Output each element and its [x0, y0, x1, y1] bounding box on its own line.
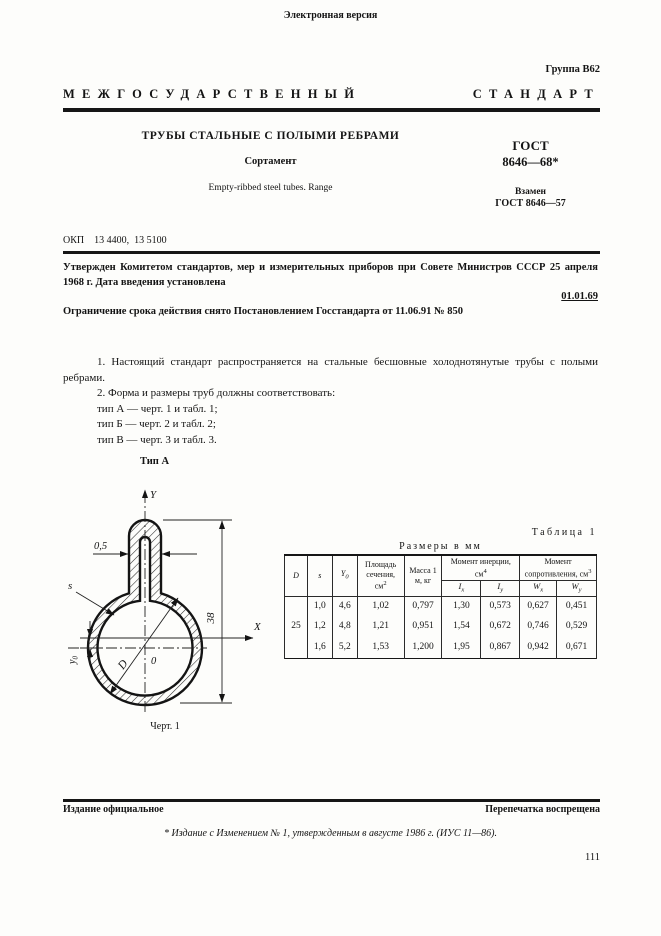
- table-row: [285, 638, 597, 659]
- cell-s: 1,2: [307, 617, 332, 638]
- cell-y0: 4,6: [332, 596, 357, 617]
- header-rule: [63, 108, 600, 112]
- cell-wy: 0,671: [557, 638, 597, 659]
- cell-iy: 0,672: [481, 617, 520, 638]
- gost-designation-block: [463, 138, 598, 209]
- tube-cross-section-drawing: [60, 478, 270, 734]
- col-header-resistance: Момент сопротивления, $см^3$: [520, 555, 597, 580]
- type-b-reference: тип Б — черт. 2 и табл. 2;: [97, 418, 216, 430]
- body-text: [63, 355, 598, 448]
- standard-kind-word2: СТАНДАРТ: [472, 87, 600, 101]
- cell-wx: 0,627: [520, 596, 557, 617]
- figure-drawing: [60, 478, 270, 734]
- cell-s: 1,6: [307, 638, 332, 659]
- introduction-date: 01.01.69: [561, 291, 598, 302]
- col-header-wx: $W_x$: [520, 580, 557, 596]
- document-title-english: Empty-ribbed steel tubes. Range: [208, 183, 333, 193]
- table-units-label: Размеры в мм: [399, 541, 482, 552]
- table-label: Таблица 1: [531, 527, 597, 538]
- cell-wx: 0,746: [520, 617, 557, 638]
- table-row: [285, 596, 597, 617]
- table-row: [285, 617, 597, 638]
- type-v-reference: тип В — черт. 3 и табл. 3.: [97, 433, 217, 446]
- cell-y0: 4,8: [332, 617, 357, 638]
- col-header-mass: Масса 1 м, кг: [404, 555, 442, 596]
- title-block: [63, 130, 478, 193]
- group-code: Группа В62: [545, 64, 600, 75]
- col-header-iy: $I_y$: [481, 580, 520, 596]
- cell-ix: 1,54: [442, 617, 481, 638]
- figure-height-label: 38: [205, 612, 217, 624]
- cell-mass: 0,951: [404, 617, 442, 638]
- cell-mass: 1,200: [404, 638, 442, 659]
- replaces-number: ГОСТ 8646—57: [495, 198, 566, 209]
- amendment-note: * Издание с Изменением № 1, утвержденным в августе 1986 г. (ИУС 11—86).: [164, 828, 497, 839]
- cell-wx: 0,942: [520, 638, 557, 659]
- figure-origin-label: 0: [151, 656, 157, 667]
- dimensions-table: [284, 554, 597, 659]
- standard-kind-heading: [63, 87, 600, 102]
- cell-wy: 0,529: [557, 617, 597, 638]
- figure-caption: Черт. 1: [150, 721, 180, 732]
- document-subtitle: Сортамент: [244, 156, 297, 167]
- cell-iy: 0,573: [481, 596, 520, 617]
- figure-stem-width-label: 0,5: [94, 541, 108, 552]
- gost-number: 8646—68*: [502, 155, 559, 169]
- col-header-y0: $Y_0$: [332, 555, 357, 596]
- figure-axis-x-label: X: [254, 621, 261, 633]
- cell-ix: 1,30: [442, 596, 481, 617]
- gost-label: ГОСТ: [512, 138, 549, 153]
- cell-area: 1,02: [357, 596, 404, 617]
- watermark: Электронная версия: [283, 10, 378, 21]
- approval-text: Утвержден Комитетом стандартов, мер и измерительных приборов при Совете Министров СССР 25 апреля 1968 г. Дата введения установлена: [63, 262, 598, 288]
- official-edition-label: Издание официальное: [63, 804, 164, 815]
- okp-codes: ОКП 13 4400, 13 5100: [63, 235, 167, 246]
- col-header-d: D: [285, 555, 308, 596]
- cell-iy: 0,867: [481, 638, 520, 659]
- cell-y0: 5,2: [332, 638, 357, 659]
- paragraph-2: 2. Форма и размеры труб должны соответствовать:: [97, 387, 336, 399]
- cell-mass: 0,797: [404, 596, 442, 617]
- replaces-label: Взамен: [514, 187, 547, 197]
- col-header-s: s: [307, 555, 332, 596]
- footer-rule: [63, 799, 600, 802]
- standard-kind-word1: МЕЖГОСУДАРСТВЕННЫЙ: [63, 87, 362, 101]
- diameter-line: [110, 598, 178, 694]
- page-number: 111: [585, 852, 600, 863]
- figure-axis-y-label: Y: [150, 489, 157, 501]
- figure-diameter-label: D: [115, 657, 131, 672]
- col-header-wy: $W_y$: [557, 580, 597, 596]
- figure-y0-label: $y_0$: [67, 656, 80, 664]
- figure-wall-label: s: [68, 580, 73, 592]
- paragraph-1: 1. Настоящий стандарт распространяется на стальные бесшовные холоднотянутые трубы с полыми ребрами.: [63, 356, 598, 384]
- cell-s: 1,0: [307, 596, 332, 617]
- reprint-forbidden-label: Перепечатка воспрещена: [485, 804, 600, 815]
- divider-rule: [63, 251, 600, 254]
- cell-area: 1,21: [357, 617, 404, 638]
- type-a-reference: тип А — черт. 1 и табл. 1;: [97, 402, 218, 415]
- col-header-ix: $I_x$: [442, 580, 481, 596]
- col-header-inertia: Момент инерции, $см^4$: [442, 555, 520, 580]
- cell-ix: 1,95: [442, 638, 481, 659]
- cell-wy: 0,451: [557, 596, 597, 617]
- cell-area: 1,53: [357, 638, 404, 659]
- cell-d: 25: [285, 596, 308, 659]
- figure-type-label: Тип А: [140, 456, 170, 467]
- document-title: ТРУБЫ СТАЛЬНЫЕ С ПОЛЫМИ РЕБРАМИ: [141, 130, 400, 142]
- col-header-area: Площадь сечения, $см^2$: [357, 555, 404, 596]
- limitation-text: Ограничение срока действия снято Постановлением Госстандарта от 11.06.91 № 850: [63, 306, 463, 317]
